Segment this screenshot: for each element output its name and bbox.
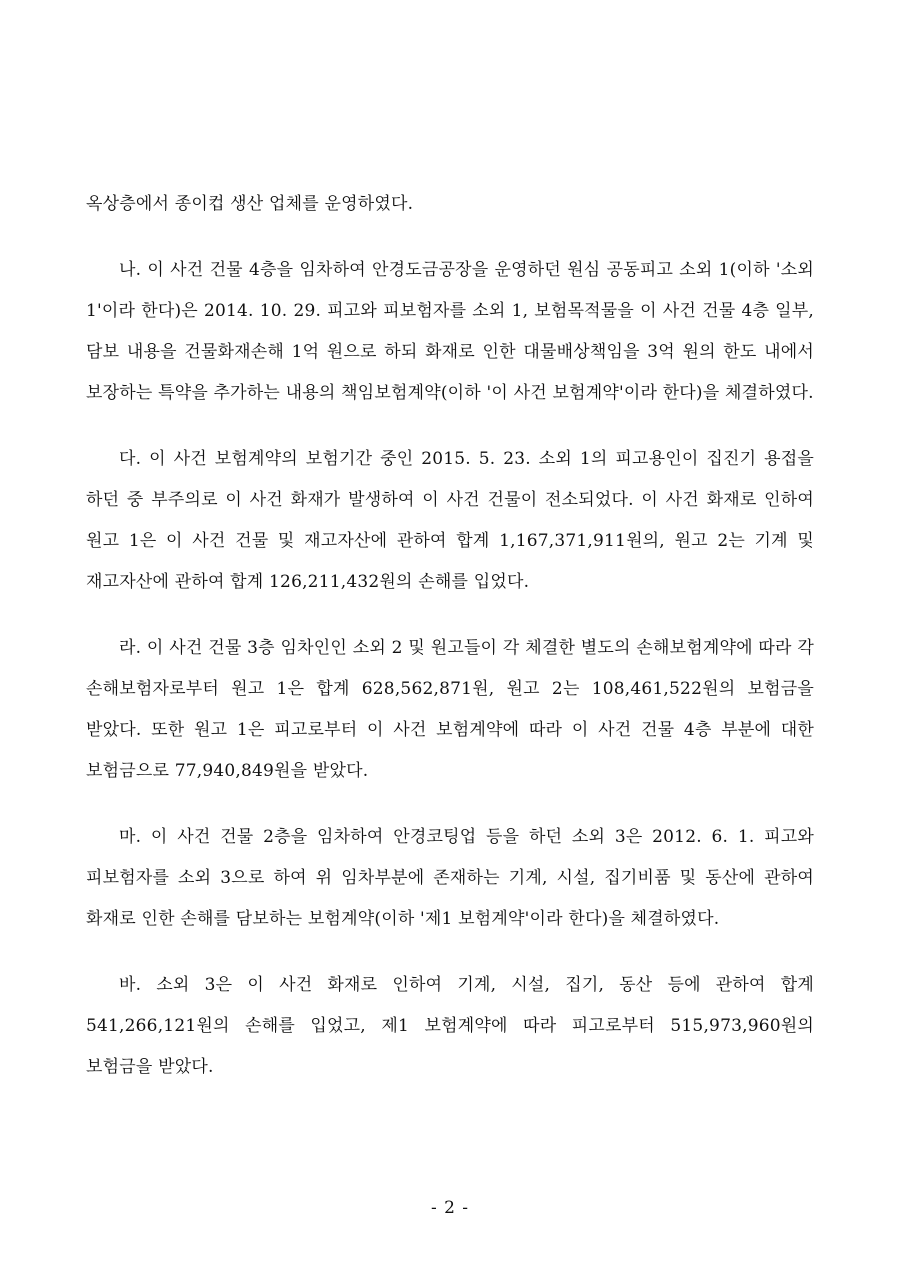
paragraph-na: 나. 이 사건 건물 4층을 임차하여 안경도금공장을 운영하던 원심 공동피고 소외 1(이하 '소외 1'이라 한다)은 2014. 10. 29. 피고와 피보험자를 소외 1, 보험목적물을 이 사건 건물 4층 일부, 담보 내용을 건물화재손해 1억 원으로 하되 화재로 인한 대물배상책임을 3억 원의 한도 내에서 보장하는 특약을 추가하는 내용의 책임보험계약(이하 '이 사건 보험계약'이라 한다)을 체결하였다. <box>86 260 814 403</box>
paragraph-ra: 라. 이 사건 건물 3층 임차인인 소외 2 및 원고들이 각 체결한 별도의 손해보험계약에 따라 각 손해보험자로부터 원고 1은 합계 628,562,871원, 원고 2는 108,461,522원의 보험금을 받았다. 또한 원고 1은 피고로부터 이 사건 보험계약에 따라 이 사건 건물 4층 부분에 대한 보험금으로 77,940,849원을 받았다. <box>86 638 814 781</box>
paragraph-ma: 마. 이 사건 건물 2층을 임차하여 안경코팅업 등을 하던 소외 3은 2012. 6. 1. 피고와 피보험자를 소외 3으로 하여 위 임차부분에 존재하는 기계, 시설, 집기비품 및 동산에 관하여 화재로 인한 손해를 담보하는 보험계약(이하 '제1 보험계약'이라 한다)을 체결하였다. <box>86 827 814 929</box>
paragraph-ba: 바. 소외 3은 이 사건 화재로 인하여 기계, 시설, 집기, 동산 등에 관하여 합계 541,266,121원의 손해를 입었고, 제1 보험계약에 따라 피고로부터 515,973,960원의 보험금을 받았다. <box>86 975 814 1077</box>
paragraph-continued: 옥상층에서 종이컵 생산 업체를 운영하였다. <box>86 194 414 214</box>
page-number: - 2 - <box>430 1198 470 1218</box>
document-body <box>86 184 814 1088</box>
paragraph-da: 다. 이 사건 보험계약의 보험기간 중인 2015. 5. 23. 소외 1의 피고용인이 집진기 용접을 하던 중 부주의로 이 사건 화재가 발생하여 이 사건 건물이 전소되었다. 이 사건 화재로 인하여 원고 1은 이 사건 건물 및 재고자산에 관하여 합계 1,167,371,911원의, 원고 2는 기계 및 재고자산에 관하여 합계 126,211,432원의 손해를 입었다. <box>86 449 814 592</box>
